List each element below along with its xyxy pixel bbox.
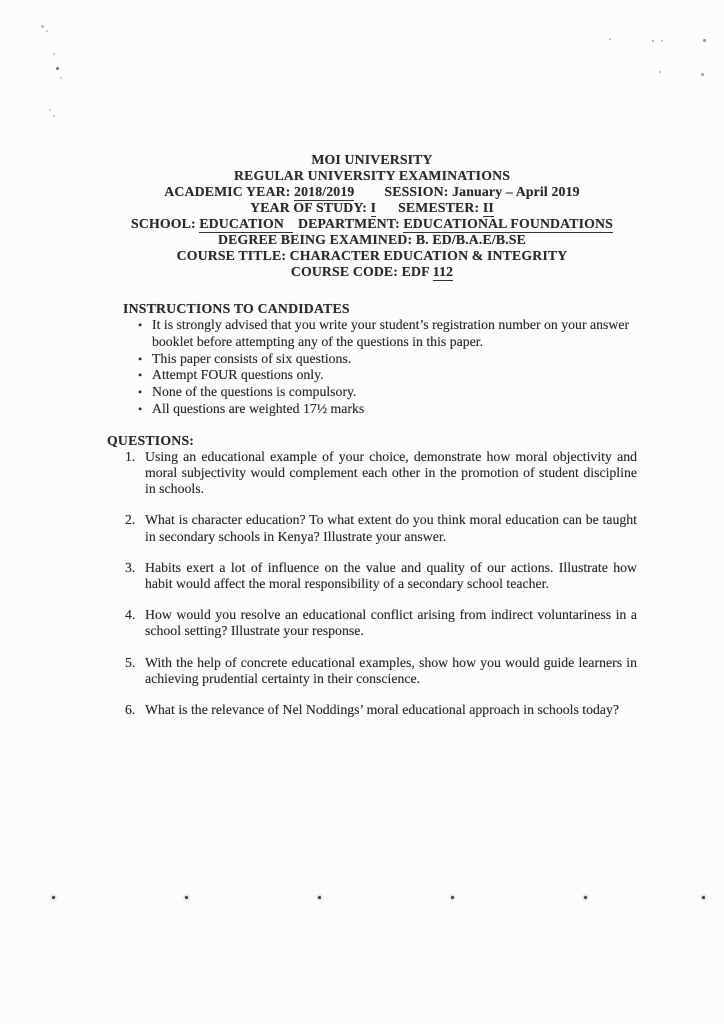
question-item: [107, 702, 637, 718]
scan-speck: [56, 67, 59, 70]
session-value: January – April 2019: [452, 184, 580, 199]
question-text: Habits exert a lot of influence on the value and quality of our actions. Illustrate how habit would affect the moral responsibility of a secondary school teacher.: [145, 559, 637, 591]
instruction-text: None of the questions is compulsory.: [152, 384, 357, 400]
course-code-label: COURSE CODE: EDF: [290, 264, 430, 279]
school-department-line: [107, 216, 637, 232]
instruction-item: [123, 401, 637, 418]
scan-speck: [652, 40, 654, 42]
scan-speck: [53, 53, 55, 55]
academic-year-value: 2018/2019: [294, 184, 355, 199]
question-item: [107, 512, 637, 544]
instruction-item: [123, 351, 637, 368]
question-number: 1.: [125, 448, 136, 464]
degree-line: DEGREE BEING EXAMINED: B. ED/B.A.E/B.SE: [218, 232, 526, 247]
question-number: 5.: [125, 654, 136, 670]
scan-speck: [661, 40, 663, 42]
scan-dot: [52, 896, 55, 899]
question-text: Using an educational example of your choice, demonstrate how moral objectivity and moral subjectivity would complement each other in the promotion of student discipline in schools.: [145, 448, 637, 497]
instructions-heading: INSTRUCTIONS TO CANDIDATES: [123, 301, 350, 316]
question-text: What is character education? To what extent do you think moral education can be taught in secondary schools in Kenya? Illustrate your answer.: [145, 512, 637, 544]
school-value: EDUCATION: [199, 216, 293, 233]
department-value: EDUCATIONAL FOUNDATIONS: [403, 216, 613, 231]
session-label: SESSION:: [384, 184, 449, 199]
scan-speck: [46, 30, 48, 32]
questions-heading: QUESTIONS:: [107, 432, 195, 448]
course-code-value: 112: [432, 264, 454, 279]
scan-speck: [41, 25, 44, 28]
instruction-text: Attempt FOUR questions only.: [152, 367, 324, 383]
instruction-item: [123, 317, 637, 351]
year-semester-line: [107, 200, 637, 216]
scan-speck: [53, 115, 55, 117]
instruction-text: It is strongly advised that you write your student’s registration number on your answer booklet before attempting any of the questions in this paper.: [152, 317, 630, 349]
instructions-list: [123, 317, 637, 418]
department-label: DEPARTMENT:: [297, 216, 400, 231]
question-number: 6.: [125, 702, 136, 718]
bullet-marker: •: [138, 318, 143, 332]
scan-dot: [451, 896, 454, 899]
instruction-text: All questions are weighted 17½ marks: [152, 400, 365, 416]
school-label: SCHOOL:: [131, 216, 196, 231]
scan-dot: [185, 896, 188, 899]
question-text: With the help of concrete educational examples, show how you would guide learners in achieving prudential certainty in their conscience.: [145, 654, 637, 686]
bullet-marker: •: [138, 401, 143, 416]
question-text: How would you resolve an educational conflict arising from indirect voluntariness in a school setting? Illustrate your response.: [145, 607, 637, 639]
question-item: [107, 449, 637, 498]
instruction-item: [123, 384, 637, 401]
instruction-text: This paper consists of six questions.: [152, 350, 352, 366]
page-content: [107, 152, 637, 733]
scan-speck: [701, 73, 704, 76]
question-item: [107, 655, 637, 687]
question-text: What is the relevance of Nel Noddings’ moral educational approach in schools today?: [145, 702, 620, 718]
question-number: 2.: [125, 512, 136, 528]
scan-speck: [659, 71, 661, 73]
instructions-section: [107, 300, 637, 418]
scan-dot: [702, 896, 705, 899]
year-of-study-value: I: [370, 200, 377, 215]
course-title-line: COURSE TITLE: CHARACTER EDUCATION & INTEGRITY: [176, 248, 568, 263]
scan-dot: [318, 896, 321, 899]
scan-speck: [609, 38, 611, 40]
bullet-marker: •: [138, 351, 143, 366]
questions-list: [107, 449, 637, 718]
academic-year-session-line: [107, 184, 637, 200]
bullet-marker: •: [138, 385, 143, 400]
instruction-item: [123, 367, 637, 384]
university-name: MOI UNIVERSITY: [311, 152, 433, 167]
bullet-marker: •: [138, 368, 143, 383]
exam-type: REGULAR UNIVERSITY EXAMINATIONS: [233, 168, 511, 183]
question-item: [107, 560, 637, 592]
scan-dot: [584, 896, 587, 899]
scan-speck: [703, 39, 706, 42]
questions-section: [107, 432, 637, 718]
semester-value: II: [482, 200, 494, 215]
semester-label: SEMESTER:: [398, 200, 480, 215]
scan-speck: [60, 77, 62, 79]
course-code-line: [107, 264, 637, 280]
scan-speck: [49, 109, 51, 111]
academic-year-label: ACADEMIC YEAR:: [164, 184, 291, 199]
exam-header: [107, 152, 637, 280]
year-of-study-label: YEAR OF STUDY:: [250, 200, 367, 215]
question-item: [107, 607, 637, 639]
question-number: 3.: [125, 559, 136, 575]
question-number: 4.: [125, 607, 136, 623]
